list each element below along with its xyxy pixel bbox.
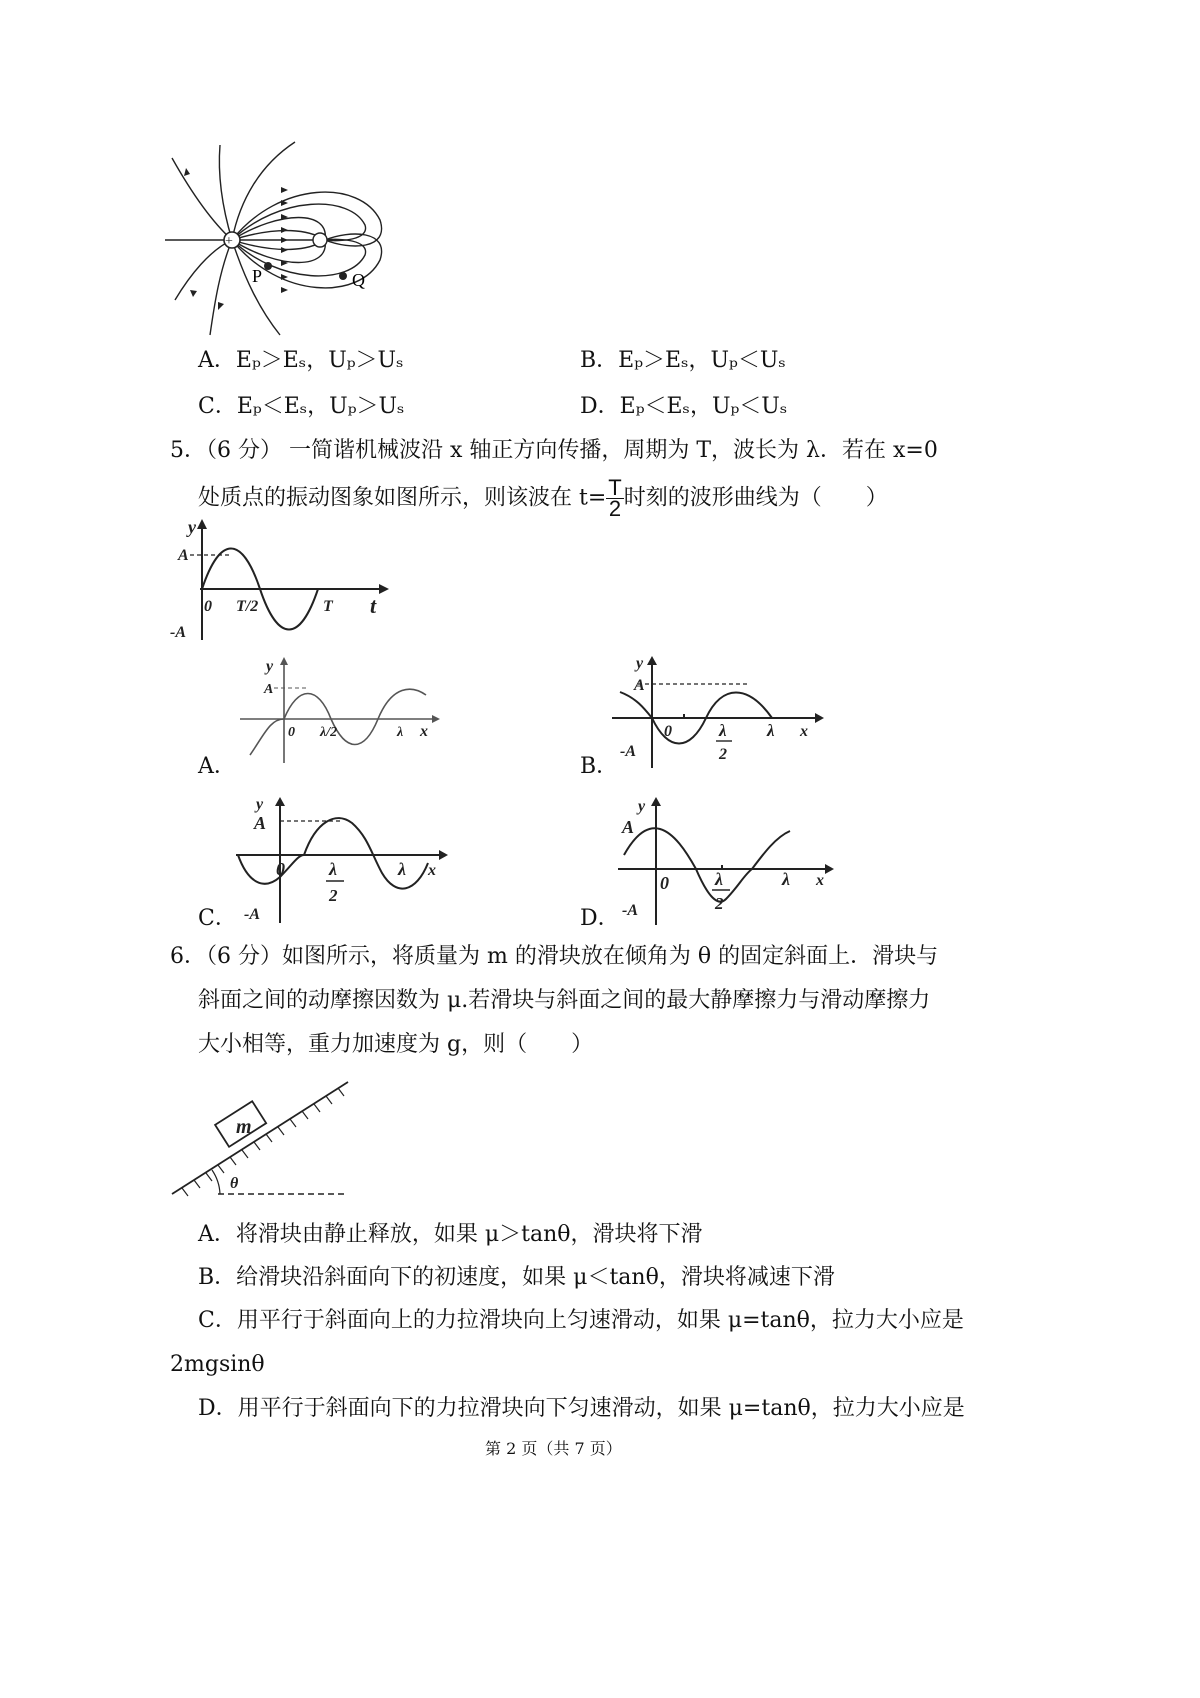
svg-text:λ: λ — [398, 859, 406, 879]
svg-text:0: 0 — [664, 723, 672, 740]
q6-stem-line1: 6．（6 分）如图所示，将质量为 m 的滑块放在倾角为 θ 的固定斜面上．滑块与 — [170, 944, 939, 969]
q6-option-b: B．给滑块沿斜面向下的初速度，如果 μ＜tanθ，滑块将减速下滑 — [198, 1265, 835, 1290]
svg-text:0: 0 — [276, 859, 285, 879]
q6-stem-line2: 斜面之间的动摩擦因数为 μ.若滑块与斜面之间的最大静摩擦力与滑动摩擦力 — [198, 988, 931, 1013]
svg-text:y: y — [256, 796, 264, 813]
point-p-label: P — [252, 266, 263, 286]
svg-text:y: y — [188, 517, 196, 537]
svg-text:0: 0 — [204, 598, 212, 615]
svg-text:x: x — [800, 723, 808, 740]
svg-text:0: 0 — [660, 873, 669, 893]
svg-text:-A: -A — [244, 906, 260, 923]
q6-option-a: A．将滑块由静止释放，如果 μ＞tanθ，滑块将下滑 — [198, 1222, 703, 1247]
svg-text:-A: -A — [620, 743, 636, 760]
q5-stem-line1: 5．（6 分） 一简谐机械波沿 x 轴正方向传播，周期为 T，波长为 λ．若在 x=0 — [170, 438, 938, 463]
svg-text:A: A — [634, 677, 645, 694]
wave-graph-a — [236, 655, 446, 770]
q4-option-a: A．Eₚ＞Eₛ，Uₚ＞Uₛ — [198, 348, 404, 373]
svg-text:λ: λ — [767, 721, 775, 740]
svg-text:x: x — [816, 872, 824, 889]
q4-option-d: D．Eₚ＜Eₛ，Uₚ＜Uₛ — [580, 394, 788, 419]
q5-option-d-letter: D． — [580, 906, 620, 931]
svg-text:-A: -A — [622, 902, 638, 919]
svg-text:t: t — [370, 593, 377, 618]
time-fraction: $\frac{T}{2}$ — [608, 475, 622, 521]
svg-text:-A: -A — [170, 624, 186, 641]
svg-text:x: x — [420, 723, 428, 740]
svg-text:λ: λ — [397, 725, 404, 740]
q5-stem-pre: 处质点的振动图象如图所示，则该波在 t= — [198, 485, 607, 511]
svg-text:2: 2 — [715, 894, 724, 913]
svg-text:x: x — [428, 862, 436, 879]
q4-option-b: B．Eₚ＞Eₛ，Uₚ＜Uₛ — [580, 348, 786, 373]
svg-text:+: + — [225, 234, 233, 249]
svg-text:T: T — [323, 598, 333, 615]
svg-text:θ: θ — [230, 1175, 239, 1192]
q6-option-c: C．用平行于斜面向上的力拉滑块向上匀速滑动，如果 μ=tanθ，拉力大小应是 — [198, 1308, 964, 1333]
point-q-label: Q — [352, 270, 365, 290]
q6-stem-line3: 大小相等，重力加速度为 g，则（ ） — [198, 1032, 594, 1057]
q5-stem-line2 — [198, 475, 888, 521]
svg-text:A: A — [622, 817, 635, 837]
svg-text:m: m — [236, 1116, 252, 1138]
electric-field-figure — [170, 140, 430, 340]
svg-text:λ: λ — [329, 859, 337, 879]
svg-text:A: A — [264, 682, 274, 697]
svg-text:λ: λ — [715, 869, 723, 889]
svg-text:A: A — [254, 813, 267, 833]
q6-option-d: D．用平行于斜面向下的力拉滑块向下匀速滑动，如果 μ=tanθ，拉力大小应是 — [198, 1396, 965, 1421]
wave-graph-c — [232, 793, 462, 928]
page-footer: 第 2 页（共 7 页） — [485, 1439, 622, 1458]
svg-text:2: 2 — [329, 886, 338, 905]
svg-text:λ: λ — [782, 869, 790, 889]
incline-figure — [168, 1078, 368, 1203]
q6-option-c-continued: 2mgsinθ — [170, 1352, 265, 1377]
vibration-graph — [170, 515, 400, 645]
svg-text:y: y — [266, 658, 274, 675]
q5-option-b-letter: B． — [580, 754, 619, 779]
wave-graph-d — [614, 795, 844, 930]
svg-text:0: 0 — [288, 725, 295, 740]
wave-graph-b — [608, 650, 848, 770]
svg-text:y: y — [636, 655, 644, 672]
svg-text:λ/2: λ/2 — [320, 725, 338, 740]
svg-text:A: A — [178, 547, 189, 564]
q5-option-c-letter: C． — [198, 906, 237, 931]
svg-text:λ: λ — [719, 721, 727, 740]
q5-option-a-letter: A． — [198, 754, 236, 779]
svg-text:2: 2 — [719, 746, 727, 763]
q4-option-c: C．Eₚ＜Eₛ，Uₚ＞Uₛ — [198, 394, 405, 419]
svg-text:T/2: T/2 — [236, 598, 259, 615]
q5-stem-post: 时刻的波形曲线为（ ） — [623, 485, 888, 511]
svg-text:y: y — [638, 798, 646, 815]
